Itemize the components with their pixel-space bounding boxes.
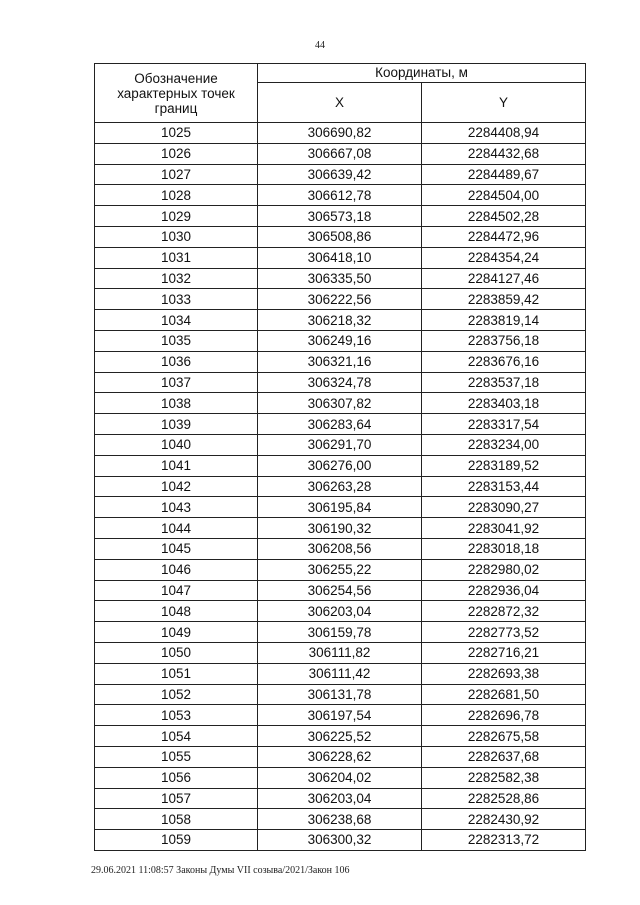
y-coordinate-cell: 2284489,67 xyxy=(422,164,586,185)
point-id-cell: 1055 xyxy=(95,746,258,767)
table-row xyxy=(95,289,586,310)
x-coordinate-cell: 306222,56 xyxy=(258,289,422,310)
table-row xyxy=(95,809,586,830)
point-id-cell: 1057 xyxy=(95,788,258,809)
point-id-cell: 1034 xyxy=(95,310,258,331)
table-body xyxy=(95,123,586,851)
y-coordinate-cell: 2284354,24 xyxy=(422,247,586,268)
y-coordinate-cell: 2284504,00 xyxy=(422,185,586,206)
y-coordinate-cell: 2283819,14 xyxy=(422,310,586,331)
point-id-cell: 1045 xyxy=(95,538,258,559)
x-coordinate-cell: 306197,54 xyxy=(258,705,422,726)
x-coordinate-cell: 306203,04 xyxy=(258,788,422,809)
y-coordinate-cell: 2282430,92 xyxy=(422,809,586,830)
x-coordinate-cell: 306335,50 xyxy=(258,268,422,289)
y-coordinate-cell: 2282313,72 xyxy=(422,830,586,851)
y-coordinate-cell: 2283403,18 xyxy=(422,393,586,414)
point-id-cell: 1058 xyxy=(95,809,258,830)
point-id-cell: 1054 xyxy=(95,726,258,747)
x-coordinate-cell: 306255,22 xyxy=(258,559,422,580)
point-id-cell: 1036 xyxy=(95,351,258,372)
table-row xyxy=(95,414,586,435)
x-coordinate-cell: 306690,82 xyxy=(258,123,422,144)
point-id-cell: 1042 xyxy=(95,476,258,497)
table-row xyxy=(95,497,586,518)
y-coordinate-cell: 2283537,18 xyxy=(422,372,586,393)
point-id-cell: 1048 xyxy=(95,601,258,622)
y-coordinate-cell: 2283189,52 xyxy=(422,455,586,476)
y-coordinate-cell: 2282872,32 xyxy=(422,601,586,622)
y-coordinate-cell: 2282675,58 xyxy=(422,726,586,747)
table-row xyxy=(95,143,586,164)
x-coordinate-cell: 306195,84 xyxy=(258,497,422,518)
header-y: Y xyxy=(422,83,586,123)
x-coordinate-cell: 306324,78 xyxy=(258,372,422,393)
table-row xyxy=(95,518,586,539)
point-id-cell: 1044 xyxy=(95,518,258,539)
x-coordinate-cell: 306228,62 xyxy=(258,746,422,767)
point-id-cell: 1027 xyxy=(95,164,258,185)
point-id-cell: 1050 xyxy=(95,642,258,663)
x-coordinate-cell: 306283,64 xyxy=(258,414,422,435)
table-row xyxy=(95,830,586,851)
table-row xyxy=(95,538,586,559)
table-row xyxy=(95,372,586,393)
table-row xyxy=(95,310,586,331)
table-row xyxy=(95,268,586,289)
point-id-cell: 1059 xyxy=(95,830,258,851)
y-coordinate-cell: 2283041,92 xyxy=(422,518,586,539)
y-coordinate-cell: 2283676,16 xyxy=(422,351,586,372)
footer-stamp: 29.06.2021 11:08:57 Законы Думы VII созыва/2021/Закон 106 xyxy=(91,865,350,876)
header-x: X xyxy=(258,83,422,123)
x-coordinate-cell: 306238,68 xyxy=(258,809,422,830)
x-coordinate-cell: 306307,82 xyxy=(258,393,422,414)
x-coordinate-cell: 306111,82 xyxy=(258,642,422,663)
table-row xyxy=(95,788,586,809)
y-coordinate-cell: 2282980,02 xyxy=(422,559,586,580)
point-id-cell: 1056 xyxy=(95,767,258,788)
x-coordinate-cell: 306321,16 xyxy=(258,351,422,372)
table-row xyxy=(95,123,586,144)
point-id-cell: 1031 xyxy=(95,247,258,268)
y-coordinate-cell: 2282582,38 xyxy=(422,767,586,788)
x-coordinate-cell: 306190,32 xyxy=(258,518,422,539)
table-row xyxy=(95,663,586,684)
table-row xyxy=(95,705,586,726)
y-coordinate-cell: 2282637,68 xyxy=(422,746,586,767)
table-row xyxy=(95,393,586,414)
x-coordinate-cell: 306508,86 xyxy=(258,226,422,247)
x-coordinate-cell: 306254,56 xyxy=(258,580,422,601)
coordinates-table xyxy=(94,63,586,851)
point-id-cell: 1046 xyxy=(95,559,258,580)
x-coordinate-cell: 306218,32 xyxy=(258,310,422,331)
y-coordinate-cell: 2282696,78 xyxy=(422,705,586,726)
x-coordinate-cell: 306131,78 xyxy=(258,684,422,705)
x-coordinate-cell: 306418,10 xyxy=(258,247,422,268)
point-id-cell: 1039 xyxy=(95,414,258,435)
table-row xyxy=(95,601,586,622)
y-coordinate-cell: 2283317,54 xyxy=(422,414,586,435)
y-coordinate-cell: 2282716,21 xyxy=(422,642,586,663)
y-coordinate-cell: 2284502,28 xyxy=(422,206,586,227)
header-point-label: Обозначение характерных точек границ xyxy=(95,64,258,123)
point-id-cell: 1051 xyxy=(95,663,258,684)
x-coordinate-cell: 306573,18 xyxy=(258,206,422,227)
x-coordinate-cell: 306249,16 xyxy=(258,330,422,351)
x-coordinate-cell: 306263,28 xyxy=(258,476,422,497)
y-coordinate-cell: 2282528,86 xyxy=(422,788,586,809)
table-row xyxy=(95,351,586,372)
y-coordinate-cell: 2283153,44 xyxy=(422,476,586,497)
x-coordinate-cell: 306291,70 xyxy=(258,434,422,455)
table-row xyxy=(95,559,586,580)
x-coordinate-cell: 306276,00 xyxy=(258,455,422,476)
table-row xyxy=(95,185,586,206)
point-id-cell: 1030 xyxy=(95,226,258,247)
y-coordinate-cell: 2282693,38 xyxy=(422,663,586,684)
x-coordinate-cell: 306639,42 xyxy=(258,164,422,185)
x-coordinate-cell: 306159,78 xyxy=(258,622,422,643)
point-id-cell: 1052 xyxy=(95,684,258,705)
point-id-cell: 1049 xyxy=(95,622,258,643)
header-coordinates: Координаты, м xyxy=(258,64,586,83)
x-coordinate-cell: 306300,32 xyxy=(258,830,422,851)
y-coordinate-cell: 2283018,18 xyxy=(422,538,586,559)
table-row xyxy=(95,455,586,476)
page-number: 44 xyxy=(315,40,325,51)
table-row xyxy=(95,164,586,185)
point-id-cell: 1040 xyxy=(95,434,258,455)
y-coordinate-cell: 2284432,68 xyxy=(422,143,586,164)
table-row xyxy=(95,726,586,747)
y-coordinate-cell: 2282773,52 xyxy=(422,622,586,643)
x-coordinate-cell: 306225,52 xyxy=(258,726,422,747)
point-id-cell: 1047 xyxy=(95,580,258,601)
y-coordinate-cell: 2283756,18 xyxy=(422,330,586,351)
x-coordinate-cell: 306208,56 xyxy=(258,538,422,559)
table-row xyxy=(95,767,586,788)
point-id-cell: 1026 xyxy=(95,143,258,164)
point-id-cell: 1033 xyxy=(95,289,258,310)
point-id-cell: 1029 xyxy=(95,206,258,227)
x-coordinate-cell: 306203,04 xyxy=(258,601,422,622)
table-row xyxy=(95,746,586,767)
point-id-cell: 1028 xyxy=(95,185,258,206)
table-row xyxy=(95,684,586,705)
table-row xyxy=(95,642,586,663)
table-row xyxy=(95,476,586,497)
y-coordinate-cell: 2283859,42 xyxy=(422,289,586,310)
table-row xyxy=(95,434,586,455)
table-row xyxy=(95,330,586,351)
y-coordinate-cell: 2282936,04 xyxy=(422,580,586,601)
point-id-cell: 1032 xyxy=(95,268,258,289)
table-row xyxy=(95,206,586,227)
x-coordinate-cell: 306111,42 xyxy=(258,663,422,684)
point-id-cell: 1043 xyxy=(95,497,258,518)
x-coordinate-cell: 306667,08 xyxy=(258,143,422,164)
x-coordinate-cell: 306204,02 xyxy=(258,767,422,788)
y-coordinate-cell: 2282681,50 xyxy=(422,684,586,705)
table-row xyxy=(95,580,586,601)
table-header xyxy=(95,64,586,123)
y-coordinate-cell: 2284472,96 xyxy=(422,226,586,247)
table-row xyxy=(95,622,586,643)
point-id-cell: 1038 xyxy=(95,393,258,414)
point-id-cell: 1053 xyxy=(95,705,258,726)
y-coordinate-cell: 2284408,94 xyxy=(422,123,586,144)
table-row xyxy=(95,247,586,268)
y-coordinate-cell: 2284127,46 xyxy=(422,268,586,289)
point-id-cell: 1035 xyxy=(95,330,258,351)
point-id-cell: 1025 xyxy=(95,123,258,144)
y-coordinate-cell: 2283090,27 xyxy=(422,497,586,518)
point-id-cell: 1037 xyxy=(95,372,258,393)
x-coordinate-cell: 306612,78 xyxy=(258,185,422,206)
point-id-cell: 1041 xyxy=(95,455,258,476)
y-coordinate-cell: 2283234,00 xyxy=(422,434,586,455)
table-row xyxy=(95,226,586,247)
